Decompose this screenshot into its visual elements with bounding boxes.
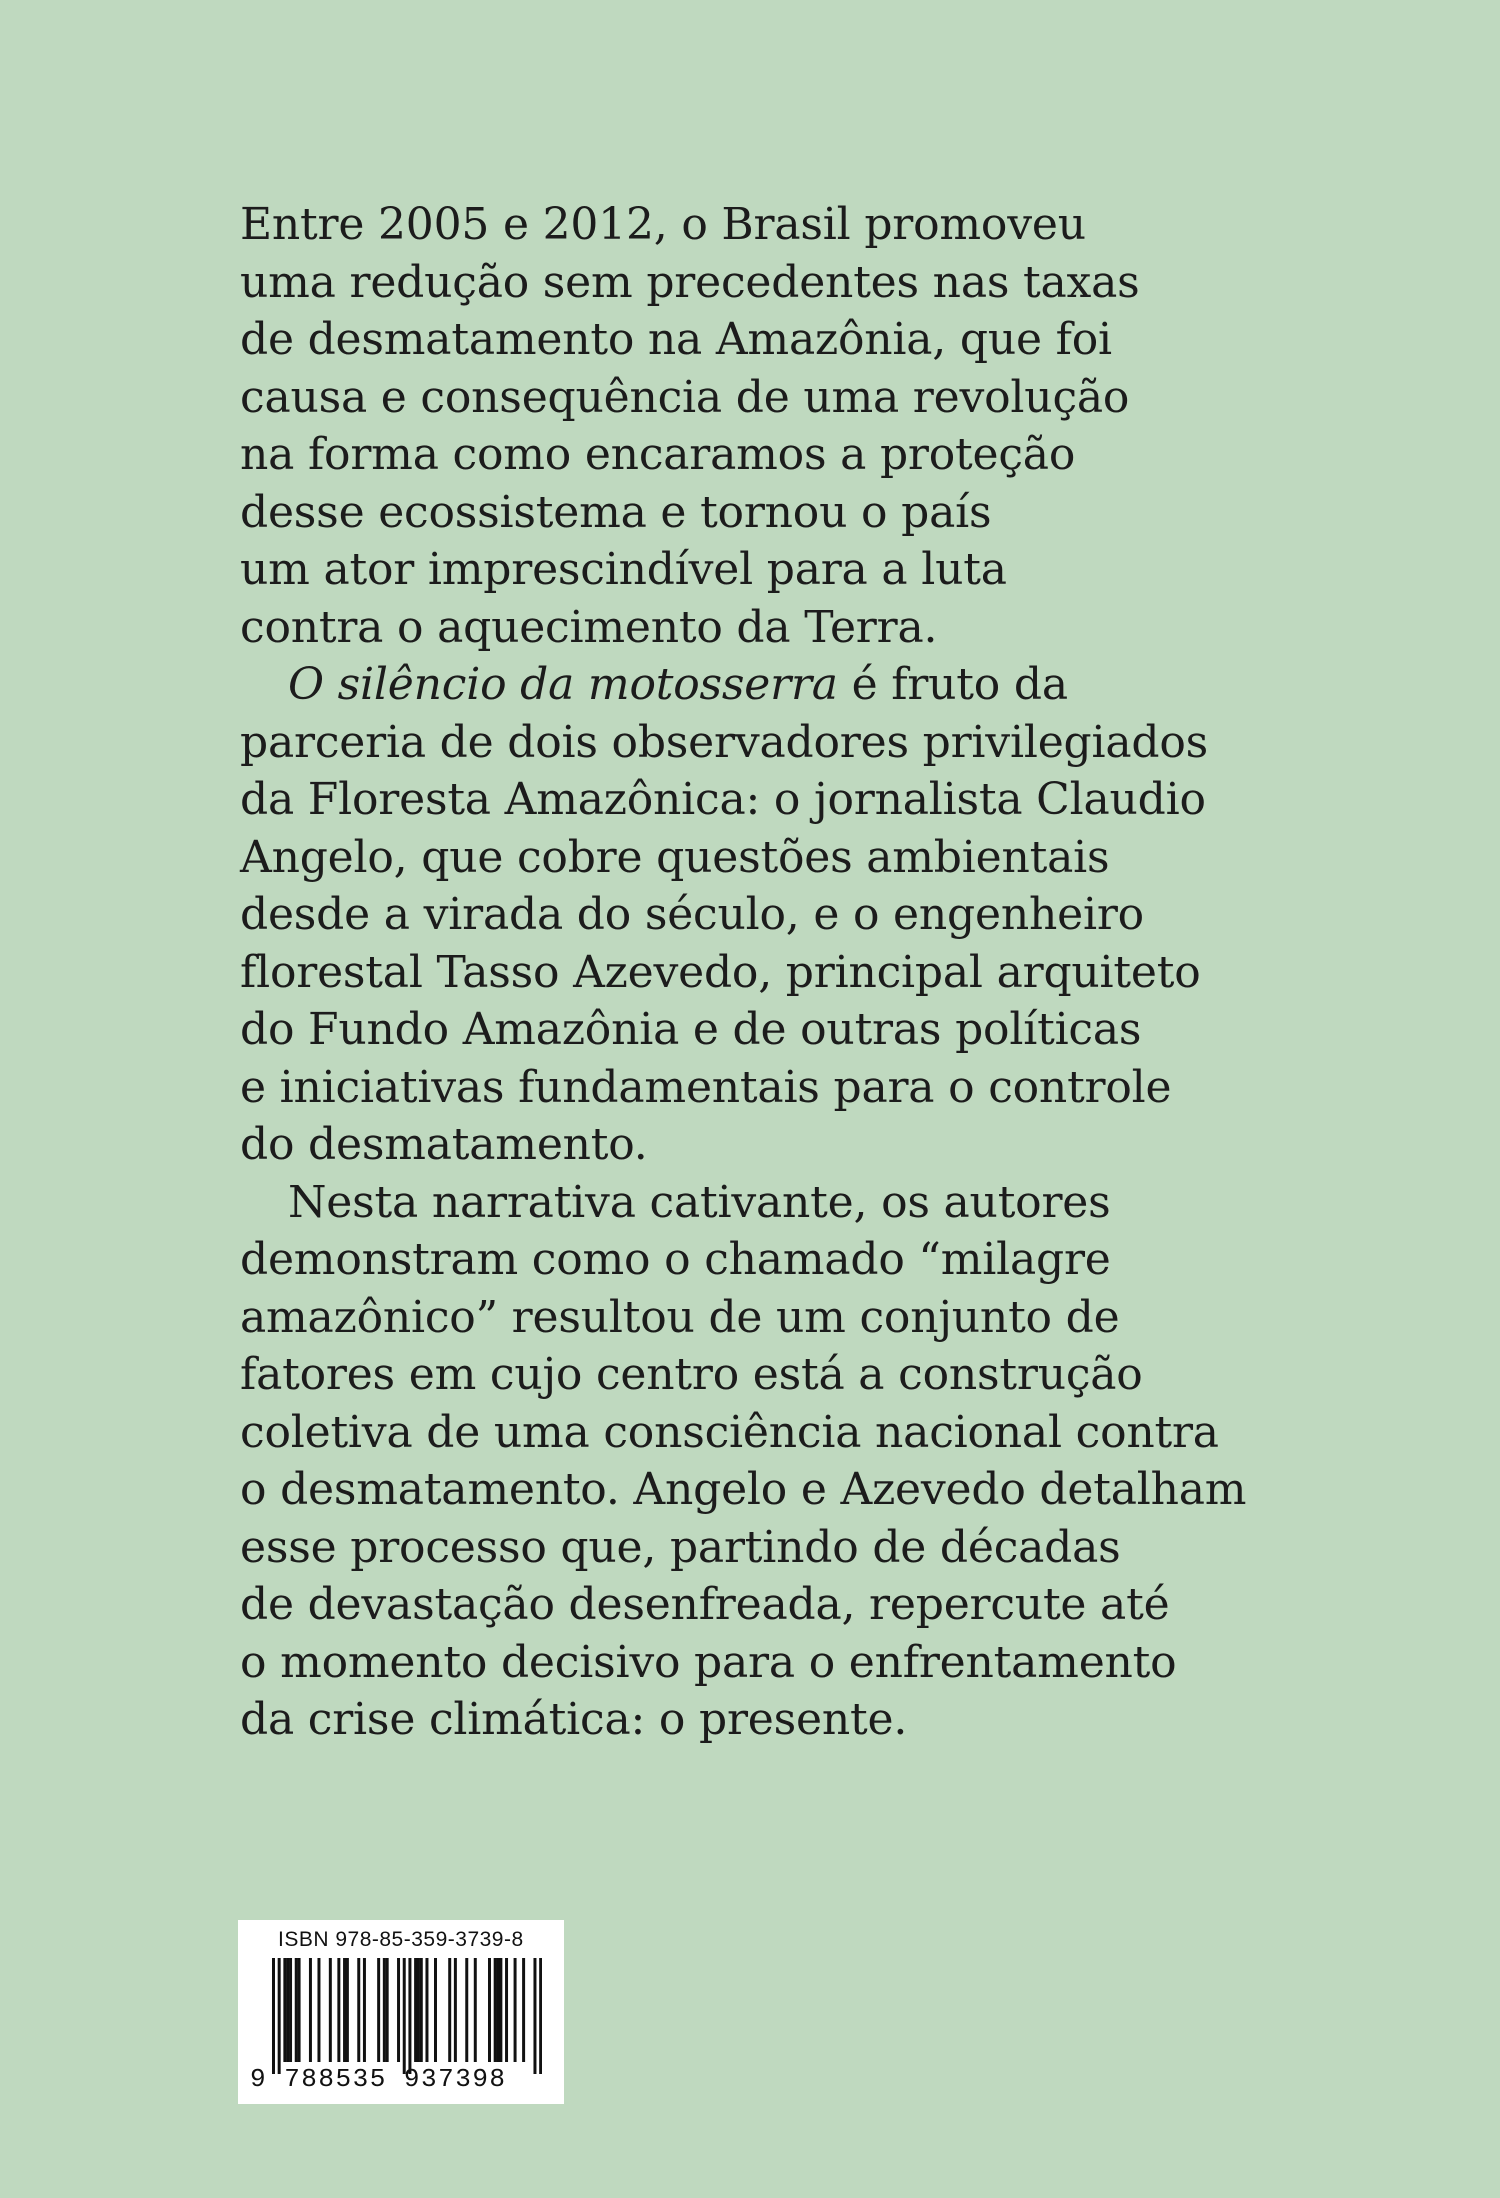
paragraph-2 <box>240 656 1300 1174</box>
text-line: um ator imprescindível para a luta <box>240 544 1007 595</box>
barcode-bar <box>278 1958 281 2074</box>
barcode-bar <box>539 1958 542 2074</box>
barcode-bar <box>295 1958 298 2062</box>
text-line: e iniciativas fundamentais para o controle <box>240 1061 1172 1113</box>
isbn-barcode <box>238 1920 564 2104</box>
text-line: desde a virada do século, e o engenheiro <box>240 889 1144 940</box>
text-line: florestal Tasso Azevedo, principal arquiteto <box>240 946 1201 998</box>
barcode-bar <box>522 1958 525 2062</box>
text-line: o desmatamento. Angelo e Azevedo detalham <box>240 1464 1247 1515</box>
barcode-bar <box>272 1958 275 2074</box>
barcode-bar <box>343 1958 346 2062</box>
book-title: O silêncio da motosserra <box>288 659 838 710</box>
barcode-bar <box>420 1958 423 2062</box>
barcode-bar <box>505 1958 508 2062</box>
barcode-bar <box>514 1958 517 2062</box>
barcode-bar <box>417 1958 420 2062</box>
text-line: o momento decisivo para o enfrentamento <box>240 1636 1177 1688</box>
text-line: Nesta narrativa cativante, os autores <box>288 1176 1111 1228</box>
barcode-bar <box>309 1958 312 2062</box>
text-line: de devastação desenfreada, repercute até <box>240 1579 1170 1630</box>
text-line: demonstram como o chamado “milagre <box>240 1234 1111 1285</box>
barcode-bar <box>448 1958 451 2062</box>
text-line: da crise climática: o presente. <box>240 1694 908 1745</box>
barcode-bar <box>337 1958 340 2062</box>
barcode-bar <box>286 1958 289 2062</box>
text-line: parceria de dois observadores privilegiados <box>240 716 1209 768</box>
text-line: amazônico” resultou de um conjunto de <box>240 1291 1120 1343</box>
text-line: do Fundo Amazônia e de outras políticas <box>240 1004 1142 1055</box>
text-line: Entre 2005 e 2012, o Brasil promoveu <box>240 199 1086 250</box>
barcode-bars-icon <box>272 1958 542 2074</box>
barcode-bar <box>403 1958 406 2074</box>
barcode-bar <box>317 1958 320 2062</box>
barcode-bar <box>499 1958 502 2062</box>
text-fragment: é fruto da <box>837 659 1068 710</box>
barcode-bar <box>533 1958 536 2074</box>
text-line: da Floresta Amazônica: o jornalista Claudio <box>240 774 1206 825</box>
text-line: coletiva de uma consciência nacional contra <box>240 1406 1219 1458</box>
text-line <box>240 656 1300 714</box>
barcode-bar <box>497 1958 500 2062</box>
barcode-bar <box>383 1958 386 2062</box>
text-line: causa e consequência de uma revolução <box>240 371 1130 423</box>
back-cover-blurb <box>240 196 1300 1749</box>
text-line: Angelo, que cobre questões ambientais <box>240 831 1110 883</box>
barcode-bar <box>386 1958 389 2062</box>
text-line: esse processo que, partindo de décadas <box>240 1521 1121 1573</box>
text-line: uma redução sem precedentes nas taxas <box>240 256 1140 308</box>
barcode-bar <box>289 1958 292 2062</box>
barcode-bar <box>298 1958 301 2062</box>
barcode-bar <box>414 1958 417 2062</box>
text-line: na forma como encaramos a proteção <box>240 429 1076 480</box>
paragraph-1 <box>240 196 1300 656</box>
barcode-bar <box>357 1958 360 2062</box>
barcode-bar <box>474 1958 477 2062</box>
barcode-bar <box>363 1958 366 2062</box>
barcode-bar <box>346 1958 349 2062</box>
text-line: fatores em cujo centro está a construção <box>240 1349 1143 1400</box>
barcode-bar <box>494 1958 497 2062</box>
text-line: desse ecossistema e tornou o país <box>240 486 992 538</box>
barcode-bar <box>488 1958 491 2062</box>
text-line: de desmatamento na Amazônia, que foi <box>240 314 1112 365</box>
text-line: contra o aquecimento da Terra. <box>240 601 938 653</box>
barcode-bar <box>408 1958 411 2074</box>
barcode-bar <box>425 1958 428 2062</box>
ean-digits: 9 788535 937398 <box>250 2064 507 2094</box>
isbn-label: ISBN 978-85-359-3739-8 <box>278 1928 524 1951</box>
barcode-bar <box>465 1958 468 2062</box>
barcode-bar <box>454 1958 457 2062</box>
barcode-bar <box>283 1958 286 2062</box>
barcode-bar <box>329 1958 332 2062</box>
text-line: do desmatamento. <box>240 1119 648 1170</box>
paragraph-3 <box>240 1174 1300 1749</box>
barcode-bar <box>377 1958 380 2062</box>
barcode-bar <box>434 1958 437 2062</box>
barcode-bar <box>397 1958 400 2062</box>
